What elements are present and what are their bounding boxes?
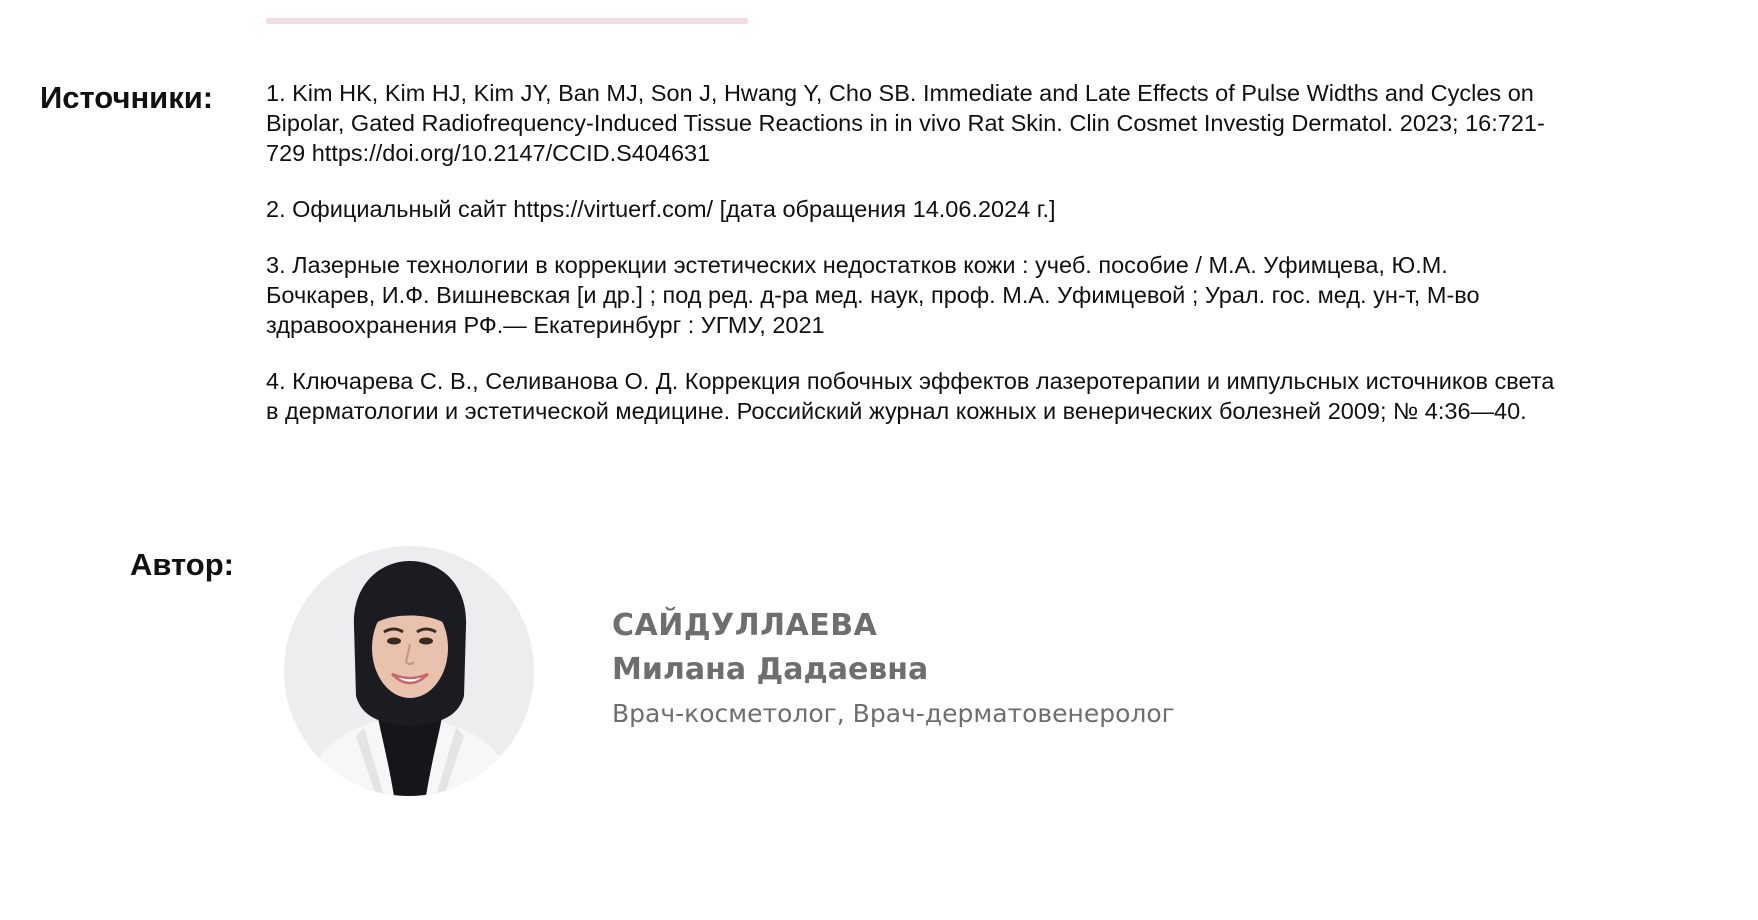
source-item-1: 1. Kim HK, Kim HJ, Kim JY, Ban MJ, Son J, Hwang Y, Cho SB. Immediate and Late Effects of Pulse Widths and Cycles on Bipolar, Gated Radiofrequency-Induced Tissue Reactions in in vivo Rat Skin. Clin Cosmet Investig Dermatol. 2023; 16:721-729 https://doi.org/10.2147/CCID.S404631 <box>266 80 1545 166</box>
source-item-4: 4. Ключарева С. В., Селиванова О. Д. Коррекция побочных эффектов лазеротерапии и импульсных источников света в дерматологии и эстетической медицине. Российский журнал кожных и венерических болезней 2009; № 4:36—40. <box>266 368 1555 424</box>
source-item-3: 3. Лазерные технологии в коррекции эстетических недостатков кожи : учеб. пособие / М.А. Уфимцева, Ю.М. Бочкарев, И.Ф. Вишневская [и др.] ; под ред. д-ра мед. наук, проф. М.А. Уфимцевой ; Урал. гос. мед. ун-т, М-во здравоохранения РФ.— Екатеринбург : УГМУ, 2021 <box>266 252 1480 338</box>
source-item-2: 2. Официальный сайт https://virtuerf.com/ [дата обращения 14.06.2024 г.] <box>266 196 1056 222</box>
author-photo <box>284 546 534 796</box>
author-name: Милана Дадаевна <box>612 652 929 687</box>
sources-heading: Источники: <box>40 80 214 115</box>
author-info <box>612 604 1175 734</box>
author-position: Врач-косметолог, Врач-дерматовенеролог <box>612 699 1175 728</box>
author-surname: САЙДУЛЛАЕВА <box>612 608 878 643</box>
author-heading: Автор: <box>130 547 235 582</box>
sources-list <box>266 78 1556 452</box>
top-divider <box>266 18 748 24</box>
author-portrait-image <box>284 546 534 796</box>
